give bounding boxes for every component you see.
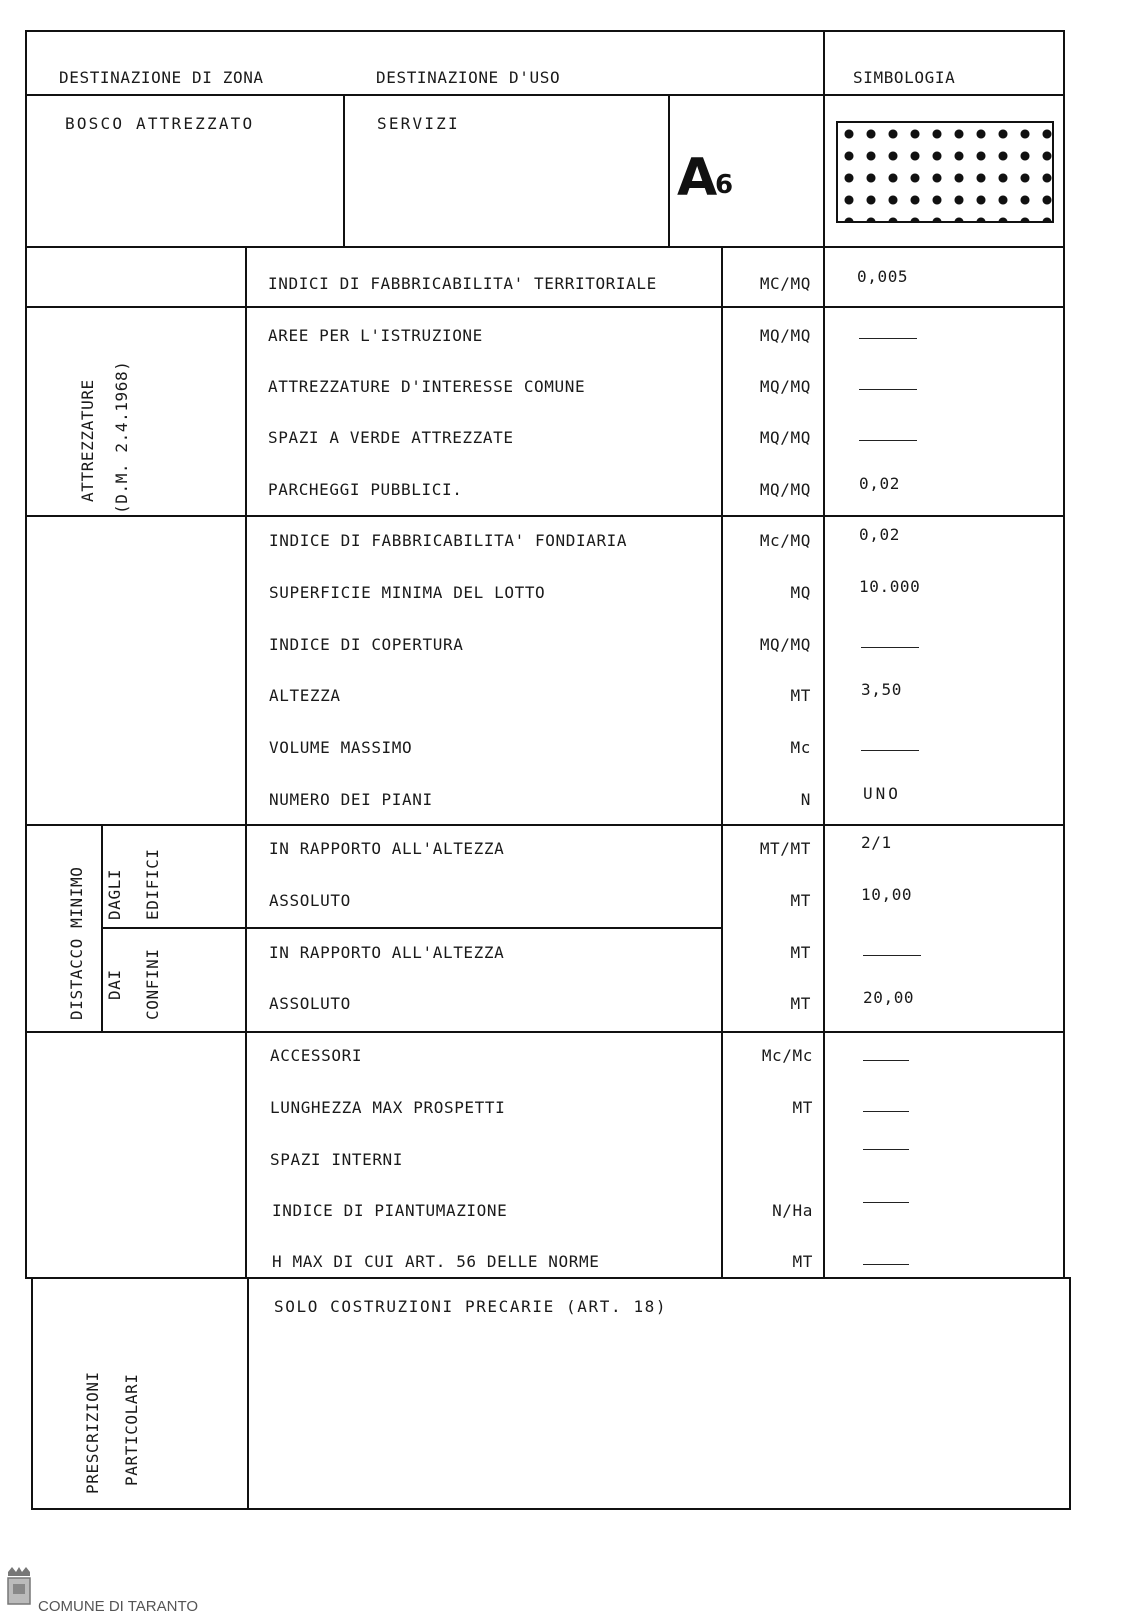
zone-destinazione: BOSCO ATTREZZATO	[65, 114, 255, 133]
fondiaria-value-cell	[823, 515, 1065, 826]
empty-value-dash	[859, 440, 917, 441]
attrezzature-row-unit: MQ/MQ	[759, 480, 811, 499]
attrezzature-row-label: AREE PER L'ISTRUZIONE	[268, 326, 483, 345]
altri-unit-cell	[721, 1031, 825, 1279]
dotted-pattern-symbol	[836, 121, 1054, 223]
distacco-row-unit: MT	[790, 891, 811, 910]
distacco-row-unit: MT	[790, 994, 811, 1013]
header-destinazione-uso: DESTINAZIONE D'USO	[376, 68, 561, 87]
fondiaria-row-label: SUPERFICIE MINIMA DEL LOTTO	[269, 583, 546, 602]
fondiaria-row-value: UNO	[863, 784, 901, 803]
fondiaria-row-unit: Mc	[790, 738, 811, 757]
distacco-row-value: 20,00	[863, 988, 915, 1007]
empty-value-dash	[863, 1264, 909, 1265]
fondiaria-side-cell	[25, 515, 247, 826]
altri-row-label: LUNGHEZZA MAX PROSPETTI	[270, 1098, 506, 1117]
fondiaria-row-label: NUMERO DEI PIANI	[269, 790, 433, 809]
altri-row-unit: MT	[792, 1098, 813, 1117]
fondiaria-unit-cell	[721, 515, 825, 826]
fondiaria-row-label: VOLUME MASSIMO	[269, 738, 413, 757]
attrezzature-side-cell	[25, 306, 247, 517]
fondiaria-row-unit: Mc/MQ	[759, 531, 811, 550]
attrezzature-side-sub: (D.M. 2.4.1968)	[112, 360, 131, 514]
attrezzature-row-label: ATTREZZATURE D'INTERESSE COMUNE	[268, 377, 586, 396]
empty-value-dash	[861, 647, 919, 648]
territoriale-value: 0,005	[857, 267, 909, 286]
fondiaria-row-label: INDICE DI FABBRICABILITA' FONDIARIA	[269, 531, 628, 550]
attrezzature-side-label: ATTREZZATURE	[78, 379, 97, 502]
territoriale-side-cell	[25, 246, 247, 308]
distacco-confini-b: CONFINI	[143, 948, 162, 1020]
fondiaria-row-unit: MQ/MQ	[759, 635, 811, 654]
attrezzature-row-unit: MQ/MQ	[759, 428, 811, 447]
attrezzature-row-label: SPAZI A VERDE ATTREZZATE	[268, 428, 514, 447]
footer	[4, 1566, 199, 1617]
altri-row-label: INDICE DI PIANTUMAZIONE	[272, 1201, 508, 1220]
altri-row-label: H MAX DI CUI ART. 56 DELLE NORME	[272, 1252, 600, 1271]
header-simbologia: SIMBOLOGIA	[853, 68, 956, 87]
fondiaria-row-value: 0,02	[859, 525, 900, 544]
distacco-row-unit: MT	[790, 943, 811, 962]
distacco-value-cell	[823, 824, 1065, 1033]
empty-value-dash	[859, 389, 917, 390]
distacco-row-label: ASSOLUTO	[269, 994, 351, 1013]
distacco-row-unit: MT/MT	[759, 839, 811, 858]
footer-label: COMUNE DI TARANTO	[38, 1598, 199, 1615]
prescrizioni-text: SOLO COSTRUZIONI PRECARIE (ART. 18)	[274, 1297, 668, 1316]
fondiaria-row-unit: N	[800, 790, 811, 809]
fondiaria-row-unit: MT	[790, 686, 811, 705]
empty-value-dash	[859, 338, 917, 339]
zone-code-number: 6	[715, 170, 734, 200]
altri-row-unit: N/Ha	[772, 1201, 813, 1220]
altri-row-unit: MT	[792, 1252, 813, 1271]
altri-row-label: ACCESSORI	[270, 1046, 363, 1065]
zone-code-letter: A	[677, 148, 718, 208]
distacco-confini-a: DAI	[105, 969, 124, 1000]
empty-value-dash	[863, 955, 921, 956]
distacco-side-label: DISTACCO MINIMO	[67, 866, 86, 1020]
altri-side-cell	[25, 1031, 247, 1279]
altri-value-cell	[823, 1031, 1065, 1279]
coat-of-arms-icon	[4, 1566, 34, 1612]
prescrizioni-side-a: PRESCRIZIONI	[83, 1371, 102, 1494]
distacco-edifici-b: EDIFICI	[143, 848, 162, 920]
altri-row-label: SPAZI INTERNI	[270, 1150, 404, 1169]
distacco-row-label: IN RAPPORTO ALL'ALTEZZA	[269, 943, 505, 962]
header-destinazione-zona: DESTINAZIONE DI ZONA	[59, 68, 264, 87]
prescrizioni-side-b: PARTICOLARI	[122, 1373, 141, 1486]
fondiaria-row-value: 3,50	[861, 680, 902, 699]
distacco-edifici-a: DAGLI	[105, 868, 124, 920]
empty-value-dash	[861, 750, 919, 751]
distacco-row-value: 2/1	[861, 833, 892, 852]
zone-card	[25, 30, 1097, 1554]
fondiaria-row-value: 10.000	[859, 577, 921, 596]
fondiaria-label-cell	[245, 515, 723, 826]
distacco-row-label: IN RAPPORTO ALL'ALTEZZA	[269, 839, 505, 858]
altri-row-unit: Mc/Mc	[761, 1046, 813, 1065]
territoriale-label: INDICI DI FABBRICABILITA' TERRITORIALE	[268, 274, 657, 293]
attrezzature-row-unit: MQ/MQ	[759, 326, 811, 345]
empty-value-dash	[863, 1111, 909, 1112]
fondiaria-row-label: ALTEZZA	[269, 686, 341, 705]
distacco-row-label: ASSOLUTO	[269, 891, 351, 910]
fondiaria-row-label: INDICE DI COPERTURA	[269, 635, 464, 654]
attrezzature-row-unit: MQ/MQ	[759, 377, 811, 396]
attrezzature-row-label: PARCHEGGI PUBBLICI.	[268, 480, 463, 499]
zone-uso: SERVIZI	[377, 114, 460, 133]
empty-value-dash	[863, 1149, 909, 1150]
territoriale-unit: MC/MQ	[759, 274, 811, 293]
empty-value-dash	[863, 1202, 909, 1203]
fondiaria-row-unit: MQ	[790, 583, 811, 602]
attrezzature-row-value: 0,02	[859, 474, 900, 493]
distacco-row-value: 10,00	[861, 885, 913, 904]
empty-value-dash	[863, 1060, 909, 1061]
